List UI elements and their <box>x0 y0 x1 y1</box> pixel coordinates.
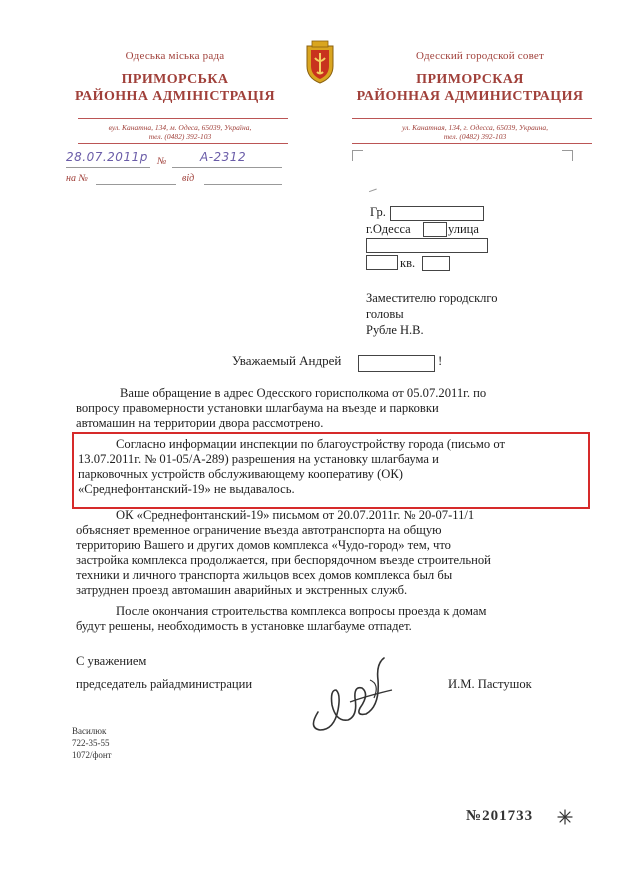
apt-label: кв. <box>400 256 416 270</box>
redacted-surname-box <box>358 355 435 372</box>
reg-number-line <box>172 167 282 168</box>
left-address-line1: вул. Канатна, 134, м. Одеса, 65039, Україна, <box>108 123 252 132</box>
p3-line5: техники и личного транспорта жильцов всех домов комплекса был бы <box>76 568 453 582</box>
right-org-line1: ПРИМОРСКАЯ <box>416 72 524 87</box>
salutation-text: Уважаемый Андрей <box>232 353 342 368</box>
p4-line1: После окончания строительства комплекса вопросы проезда к домам <box>116 604 487 618</box>
addressee-line1: Заместителю городсклго <box>366 291 498 305</box>
redacted-city-box <box>423 222 447 237</box>
reg-date: 28.07.2011р <box>66 150 148 164</box>
redacted-apt-box <box>422 256 450 271</box>
reg-number: А-2312 <box>200 150 247 164</box>
city-label: г.Одесса <box>366 222 411 236</box>
document-code: 1072/фонт <box>72 750 112 760</box>
serial-number: №201733 <box>466 808 534 824</box>
left-header-rule <box>78 118 288 119</box>
ref-label: на № <box>66 173 88 184</box>
p2-line1: Согласно информации инспекции по благоустройству города (письмо от <box>116 437 505 451</box>
address-corner-tr <box>562 150 573 161</box>
right-org-line2: РАЙОННАЯ АДМИНИСТРАЦИЯ <box>356 89 584 104</box>
reg-number-label: № <box>157 156 167 167</box>
p4-line2: будут решены, необходимость в установке шлагбауме отпадет. <box>76 619 412 633</box>
p3-line6: затруднен проезд автомашин аварийных и экстренных служб. <box>76 583 408 597</box>
closing-position: председатель райадминистрации <box>76 677 253 691</box>
left-header-rule-bottom <box>78 143 288 144</box>
p3-line4: застройка комплекса продолжается, при беспорядочном въезде строительной <box>76 553 491 567</box>
ref-from-label: від <box>182 173 195 184</box>
left-council: Одеська міська рада <box>125 50 225 62</box>
p2-line3: парковочных устройств обслуживающему кооперативу (ОК) <box>78 467 403 481</box>
redacted-name-box <box>390 206 484 221</box>
street-label: улица <box>448 222 479 236</box>
salutation-exclamation: ! <box>438 353 443 368</box>
p1-line2: вопросу правомерности установки шлагбаума на въезде и парковки <box>76 401 439 415</box>
ref-number-line <box>96 184 176 185</box>
left-org-line2: РАЙОННА АДМІНІСТРАЦІЯ <box>75 89 275 104</box>
right-council: Одесский городской совет <box>415 50 544 62</box>
left-org-line1: ПРИМОРСЬКА <box>121 72 229 87</box>
address-corner-tl <box>352 150 363 161</box>
ref-date-line <box>204 184 282 185</box>
reg-date-line <box>66 167 150 168</box>
signatory-name: И.М. Пастушок <box>448 677 532 691</box>
p3-line1: ОК «Среднефонтанский-19» письмом от 20.07.2011г. № 20-07-11/1 <box>116 508 475 522</box>
p2-line4: «Среднефонтанский-19» не выдавалось. <box>78 482 295 496</box>
p3-line3: территорию Вашего и других домов комплекса «Чудо-город» тем, что <box>76 538 451 552</box>
executor-phone: 722-35-55 <box>72 738 110 748</box>
p3-line2: объясняет временное ограничение въезда автотранспорта на общую <box>76 523 442 537</box>
signature-image <box>300 650 410 735</box>
left-address-line2: тел. (0482) 392-103 <box>148 132 212 141</box>
snowflake-icon <box>557 809 573 825</box>
right-address-line2: тел. (0482) 392-103 <box>443 132 507 141</box>
right-header-rule-bottom <box>352 143 592 144</box>
closing-regards: С уважением <box>76 654 147 668</box>
executor-name: Василюк <box>72 726 107 736</box>
right-header-rule <box>352 118 592 119</box>
redacted-street-box <box>366 238 488 253</box>
addressee-line3: Рубле Н.В. <box>366 323 424 337</box>
p1-line3: автомашин на территории двора рассмотрено. <box>76 416 324 430</box>
right-address-line1: ул. Канатная, 134, г. Одесса, 65039, Украина, <box>401 123 548 132</box>
gr-label: Гр. <box>370 205 386 219</box>
p2-line2: 13.07.2011г. № 01-05/А-289) разрешения на установку шлагбаума и <box>78 452 439 466</box>
redacted-house-box <box>366 255 398 270</box>
city-emblem-icon <box>303 40 337 84</box>
addressee-line2: головы <box>366 307 404 321</box>
p1-line1: Ваше обращение в адрес Одесского горисполкома от 05.07.2011г. по <box>120 386 487 400</box>
tick-mark <box>367 184 377 192</box>
